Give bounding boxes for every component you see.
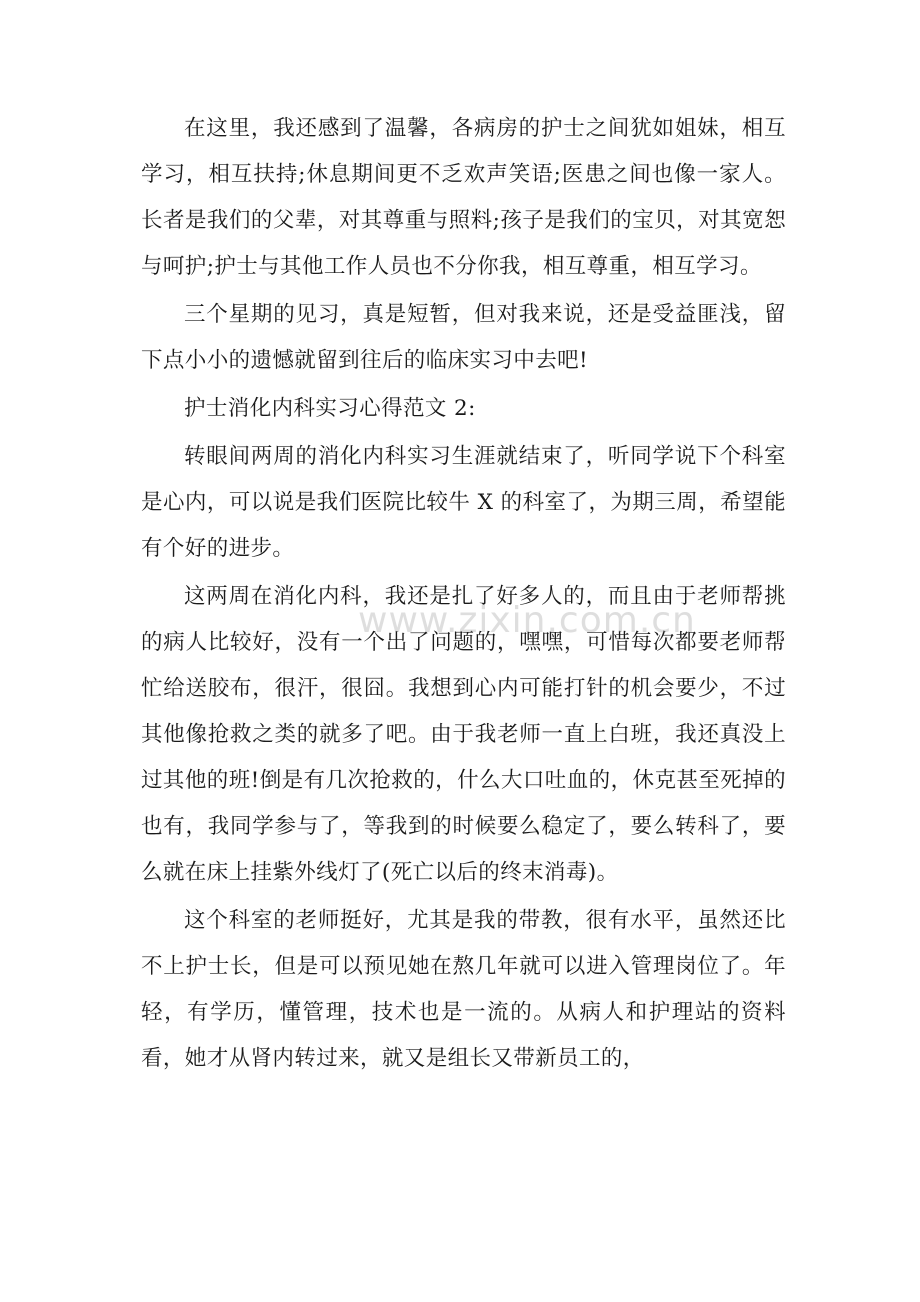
paragraph-4: 这两周在消化内科，我还是扎了好多人的，而且由于老师帮挑的病人比较好，没有一个出了问题的，嘿嘿，可惜每次都要老师帮忙给送胶布，很汗，很囧。我想到心内可能打针的机会要少，不过其他像抢救之类的就多了吧。由于我老师一直上白班，我还真没上过其他的班!倒是有几次抢救的，什么大口吐血的，休克甚至死掉的也有，我同学参与了，等我到的时候要么稳定了，要么转科了，要么就在床上挂紫外线灯了(死亡以后的终末消毒)。 xyxy=(141,584,786,885)
paragraph-5: 这个科室的老师挺好，尤其是我的带教，很有水平，虽然还比不上护士长，但是可以预见她在熬几年就可以进入管理岗位了。年轻，有学历，懂管理，技术也是一流的。从病人和护理站的资料看，她才从肾内转过来，就又是组长又带新员工的， xyxy=(141,908,786,1071)
paragraph-2: 三个星期的见习，真是短暂，但对我来说，还是受益匪浅，留下点小小的遗憾就留到往后的临床实习中去吧! xyxy=(141,302,786,373)
paragraph-1: 在这里，我还感到了温馨，各病房的护士之间犹如姐妹，相互学习，相互扶持;休息期间更不乏欢声笑语;医患之间也像一家人。长者是我们的父辈，对其尊重与照料;孩子是我们的宝贝，对其宽恕与呵护;护士与其他工作人员也不分你我，相互尊重，相互学习。 xyxy=(141,116,786,279)
section-heading: 护士消化内科实习心得范文 2: xyxy=(184,396,476,421)
paragraph-3: 转眼间两周的消化内科实习生涯就结束了，听同学说下个科室是心内，可以说是我们医院比较牛 X 的科室了，为期三周，希望能有个好的进步。 xyxy=(141,444,786,561)
watermark: www.zixin.com.cn xyxy=(358,600,696,641)
document-body xyxy=(141,106,786,1084)
